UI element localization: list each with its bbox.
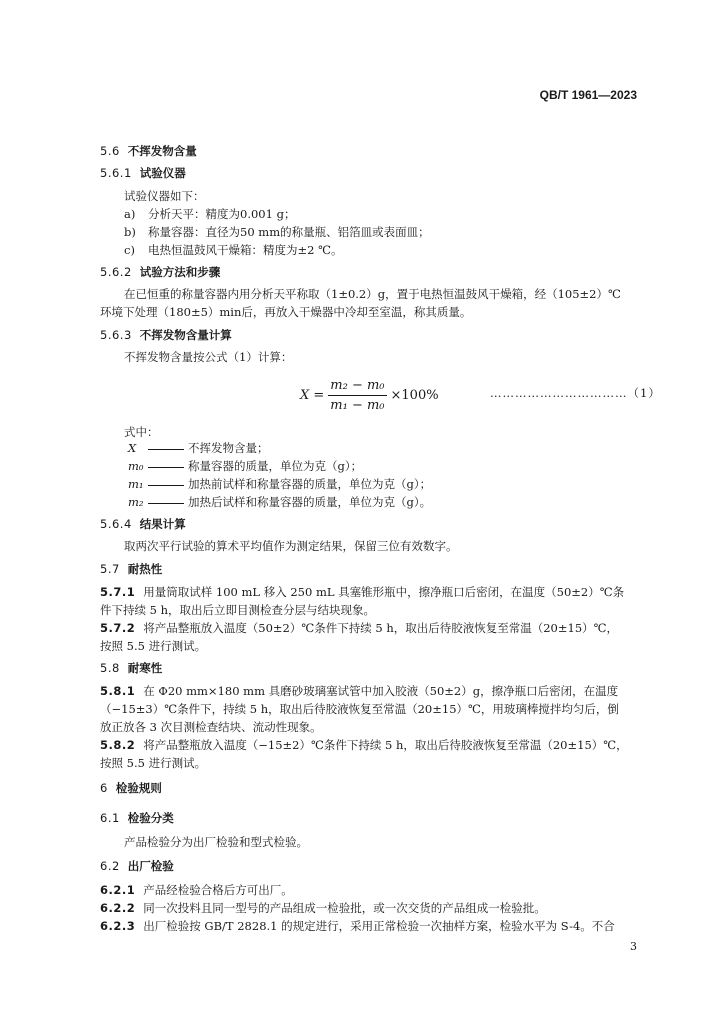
paragraph bbox=[100, 882, 645, 898]
clause-text: 在 Φ20 mm×180 mm 具磨砂玻璃塞试管中加入胶液（50±2）g，擦净瓶口后密闭，在温度 bbox=[143, 684, 619, 698]
list-item bbox=[124, 206, 645, 222]
list-text: 称量容器：直径为50 mm的称量瓶、铝箔皿或表面皿； bbox=[148, 225, 430, 239]
section-5-6-2-heading bbox=[100, 264, 645, 280]
list-marker: c) bbox=[124, 243, 135, 257]
clause-number: 6.2.1 bbox=[100, 883, 136, 897]
formula-label: （1） bbox=[627, 386, 661, 400]
dash-line bbox=[148, 503, 184, 504]
symbol: X bbox=[128, 441, 137, 455]
section-number: 5.7 bbox=[100, 562, 120, 576]
symbol-definition bbox=[128, 440, 269, 456]
formula-number bbox=[490, 385, 661, 401]
section-number: 6 bbox=[100, 781, 108, 795]
dash-line bbox=[148, 485, 184, 486]
paragraph: 件下持续 5 h，取出后立即目测检查分层与结块现象。 bbox=[100, 603, 376, 617]
formula bbox=[300, 378, 439, 413]
section-title: 耐寒性 bbox=[127, 661, 163, 675]
section-title: 出厂检验 bbox=[127, 859, 174, 873]
paragraph bbox=[100, 900, 645, 916]
list-marker: b) bbox=[124, 225, 136, 239]
symbol-definition bbox=[128, 476, 431, 492]
clause-number: 5.8.2 bbox=[100, 738, 136, 752]
symbol-desc: 称量容器的质量，单位为克（g）； bbox=[188, 459, 363, 473]
paragraph: 放正放各 3 次目测检查结块、流动性现象。 bbox=[100, 720, 322, 734]
page-number: 3 bbox=[630, 940, 637, 953]
clause-number: 6.2.3 bbox=[100, 919, 136, 933]
section-title: 检验分类 bbox=[127, 811, 174, 825]
section-title: 耐热性 bbox=[127, 562, 163, 576]
symbol-definition bbox=[128, 494, 431, 510]
section-5-6-heading bbox=[100, 143, 645, 159]
section-number: 5.6.3 bbox=[100, 328, 132, 342]
symbol: m₂ bbox=[128, 495, 144, 509]
paragraph: 在已恒重的称量容器内用分析天平称取（1±0.2）g，置于电热恒温鼓风干燥箱，经（105±2）℃ bbox=[124, 287, 621, 301]
section-number: 5.6.2 bbox=[100, 265, 132, 279]
paragraph: 按照 5.5 进行测试。 bbox=[100, 756, 207, 770]
clause-number: 5.8.1 bbox=[100, 684, 136, 698]
clause-text: 产品经检验合格后方可出厂。 bbox=[143, 883, 293, 897]
paragraph: 试验仪器如下： bbox=[124, 189, 205, 203]
clause-text: 出厂检验按 GB/T 2828.1 的规定进行，采用正常检验一次抽样方案，检验水平为 S-4。不合 bbox=[143, 919, 615, 933]
section-title: 不挥发物含量 bbox=[127, 144, 197, 158]
list-text: 电热恒温鼓风干燥箱：精度为±2 ℃。 bbox=[148, 243, 343, 257]
section-number: 6.2 bbox=[100, 859, 120, 873]
paragraph: 不挥发物含量按公式（1）计算： bbox=[124, 350, 293, 364]
section-title: 试验仪器 bbox=[139, 166, 186, 180]
section-5-6-4-heading bbox=[100, 516, 645, 532]
list-text: 分析天平：精度为0.001 g； bbox=[148, 207, 296, 221]
paragraph bbox=[100, 584, 645, 600]
dash-line bbox=[148, 467, 184, 468]
section-number: 6.1 bbox=[100, 811, 120, 825]
paragraph: 按照 5.5 进行测试。 bbox=[100, 639, 207, 653]
formula-fraction bbox=[328, 378, 386, 413]
section-title: 试验方法和步骤 bbox=[139, 265, 221, 279]
list-item bbox=[124, 224, 645, 240]
symbol: m₀ bbox=[128, 459, 144, 473]
section-6-heading bbox=[100, 780, 645, 796]
formula-lhs: X = bbox=[300, 388, 325, 403]
paragraph: 取两次平行试验的算术平均值作为测定结果，保留三位有效数字。 bbox=[124, 539, 458, 553]
section-5-7-heading bbox=[100, 561, 645, 577]
paragraph bbox=[100, 620, 645, 636]
clause-number: 5.7.2 bbox=[100, 621, 136, 635]
clause-text: 将产品整瓶放入温度（50±2）℃条件下持续 5 h，取出后待胶液恢复至常温（20±15）℃， bbox=[143, 621, 618, 635]
standard-code: QB/T 1961—2023 bbox=[539, 88, 637, 102]
clause-number: 5.7.1 bbox=[100, 585, 136, 599]
section-title: 结果计算 bbox=[139, 517, 186, 531]
paragraph bbox=[100, 683, 645, 699]
list-item bbox=[124, 242, 645, 258]
paragraph: 产品检验分为出厂检验和型式检验。 bbox=[124, 835, 308, 849]
clause-text: 同一次投料且同一型号的产品组成一检验批，或一次交货的产品组成一检验批。 bbox=[143, 901, 546, 915]
symbol: m₁ bbox=[128, 477, 144, 491]
section-number: 5.6.1 bbox=[100, 166, 132, 180]
paragraph: （−15±3）℃条件下，持续 5 h，取出后待胶液恢复至常温（20±15）℃，用玻璃棒搅拌均匀后，倒 bbox=[100, 702, 619, 716]
formula-dots: …………………………… bbox=[490, 386, 628, 400]
symbol-desc: 不挥发物含量； bbox=[188, 441, 269, 455]
formula-denominator: m₁ − m₀ bbox=[330, 398, 385, 413]
formula-numerator: m₂ − m₀ bbox=[328, 378, 386, 396]
dash-line bbox=[148, 449, 184, 450]
symbol-desc: 加热后试样和称量容器的质量，单位为克（g）。 bbox=[188, 495, 432, 509]
section-5-6-1-heading bbox=[100, 165, 645, 181]
clause-text: 将产品整瓶放入温度（−15±2）℃条件下持续 5 h，取出后待胶液恢复至常温（20±15）℃， bbox=[143, 738, 628, 752]
paragraph bbox=[100, 737, 645, 753]
section-number: 5.8 bbox=[100, 661, 120, 675]
section-5-6-3-heading bbox=[100, 327, 645, 343]
paragraph bbox=[100, 918, 645, 934]
symbol-definition bbox=[128, 458, 362, 474]
section-5-8-heading bbox=[100, 660, 645, 676]
where-label: 式中： bbox=[124, 425, 159, 439]
paragraph: 环境下处理（180±5）min后，再放入干燥器中冷却至室温，称其质量。 bbox=[100, 305, 472, 319]
section-6-1-heading bbox=[100, 810, 645, 826]
section-6-2-heading bbox=[100, 858, 645, 874]
section-number: 5.6.4 bbox=[100, 517, 132, 531]
symbol-desc: 加热前试样和称量容器的质量，单位为克（g）； bbox=[188, 477, 432, 491]
list-marker: a) bbox=[124, 207, 136, 221]
section-title: 不挥发物含量计算 bbox=[139, 328, 232, 342]
section-title: 检验规则 bbox=[115, 781, 162, 795]
section-number: 5.6 bbox=[100, 144, 120, 158]
formula-suffix: ×100% bbox=[390, 388, 439, 403]
clause-number: 6.2.2 bbox=[100, 901, 136, 915]
clause-text: 用量筒取试样 100 mL 移入 250 mL 具塞锥形瓶中，擦净瓶口后密闭，在温度（50±2）℃条 bbox=[143, 585, 625, 599]
